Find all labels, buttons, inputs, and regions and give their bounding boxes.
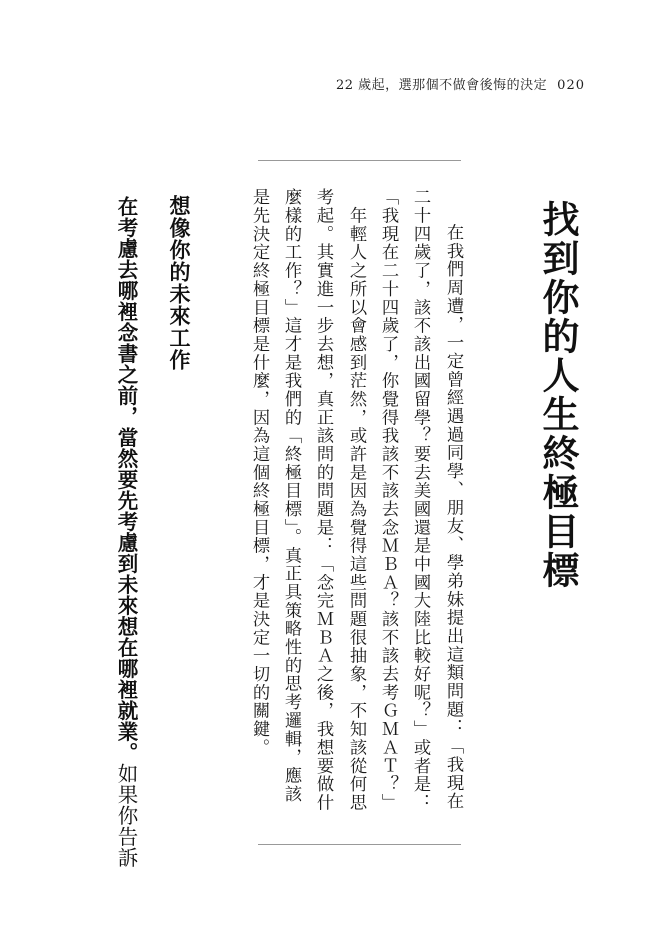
- bottom-rule: [258, 844, 461, 845]
- lead-normal-text: 如果你告訴: [114, 763, 138, 868]
- article-title: 找到你的人生終極目標: [536, 200, 579, 590]
- lead-bold-text: 在考慮去哪裡念書之前，當然要先考慮到未來想在哪裡就業。: [114, 196, 138, 763]
- section-lead-line: [113, 196, 141, 868]
- body-line: 「我現在二十四歲了，你覺得我該不該去念ＭＢＡ？該不該去考ＧＭＡＴ？」: [378, 188, 398, 812]
- section-subhead: 想像你的未來工作: [167, 195, 191, 371]
- running-head: [336, 74, 585, 93]
- running-head-title: 22 歲起，選那個不做會後悔的決定: [335, 78, 548, 93]
- body-line: 在我們周遭，一定曾經遇過同學、朋友、學弟妹提出這類問題：「我現在: [443, 205, 463, 811]
- page-number: 020: [557, 78, 585, 93]
- top-rule: [258, 160, 461, 161]
- body-line: 二十四歲了，該不該出國留學？要去美國還是中國大陸比較好呢？」或者是：: [410, 188, 430, 812]
- body-line: 年輕人之所以會感到茫然，或許是因為覺得這些問題很抽象，不知該從何思: [346, 188, 366, 812]
- body-line: 是先決定終極目標是什麼，因為這個終極目標，才是決定一切的關鍵。: [249, 188, 269, 757]
- body-line: 麼樣的工作？」這才是我們的「終極目標」。真正具策略性的思考邏輯，應該: [281, 188, 301, 803]
- body-line: 考起。其實進一步去想，真正該問的問題是：「念完ＭＢＡ之後，我想要做什: [313, 188, 333, 812]
